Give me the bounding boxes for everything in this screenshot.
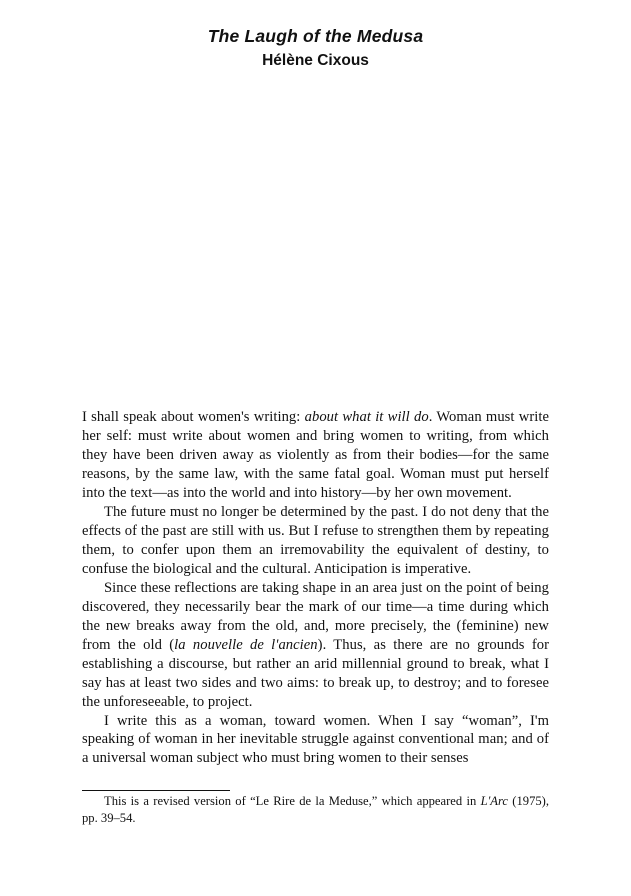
title-block — [82, 26, 549, 71]
page-title: The Laugh of the Medusa — [207, 26, 424, 46]
footnote-text: This is a revised version of “Le Rire de la Meduse,” which appeared in L'Arc (1975), pp. 39–54. — [82, 794, 550, 825]
document-author: Hélène Cixous — [262, 51, 369, 69]
paragraph-3: Since these reflections are taking shape in an area just on the point of being discovered, they necessarily bear the mark of our time—a time during which the new breaks away from the old, and, more precisely, the (feminine) new from the old (la nouvelle de l'ancien). Thus, as there are no grounds for establishing a discourse, but rather an arid millennial ground to break, what I say has at least two sides and two aims: to break up, to destroy; and to foresee the unforeseeable, to project. — [82, 579, 549, 710]
body-text — [82, 408, 549, 768]
footnote-divider — [82, 790, 230, 791]
paragraph-1: I shall speak about women's writing: about what it will do. Woman must write her self: must write about women and bring women to writing, from which they have been driven away as violently as from their bodies—for the same reasons, by the same law, with the same fatal goal. Woman must put herself into the text—as into the world and into history—by her own movement. — [82, 409, 550, 501]
paragraph-2: The future must no longer be determined by the past. I do not deny that the effects of the past are still with us. But I refuse to strengthen them by repeating them, to confer upon them an irremovability the equivalent of destiny, to confuse the biological and the cultural. Anticipation is imperative. — [82, 503, 549, 577]
paragraph-4: I write this as a woman, toward women. When I say “woman”, I'm speaking of woman in her inevitable struggle against conventional man; and of a universal woman subject who must bring women to their senses — [82, 712, 549, 767]
